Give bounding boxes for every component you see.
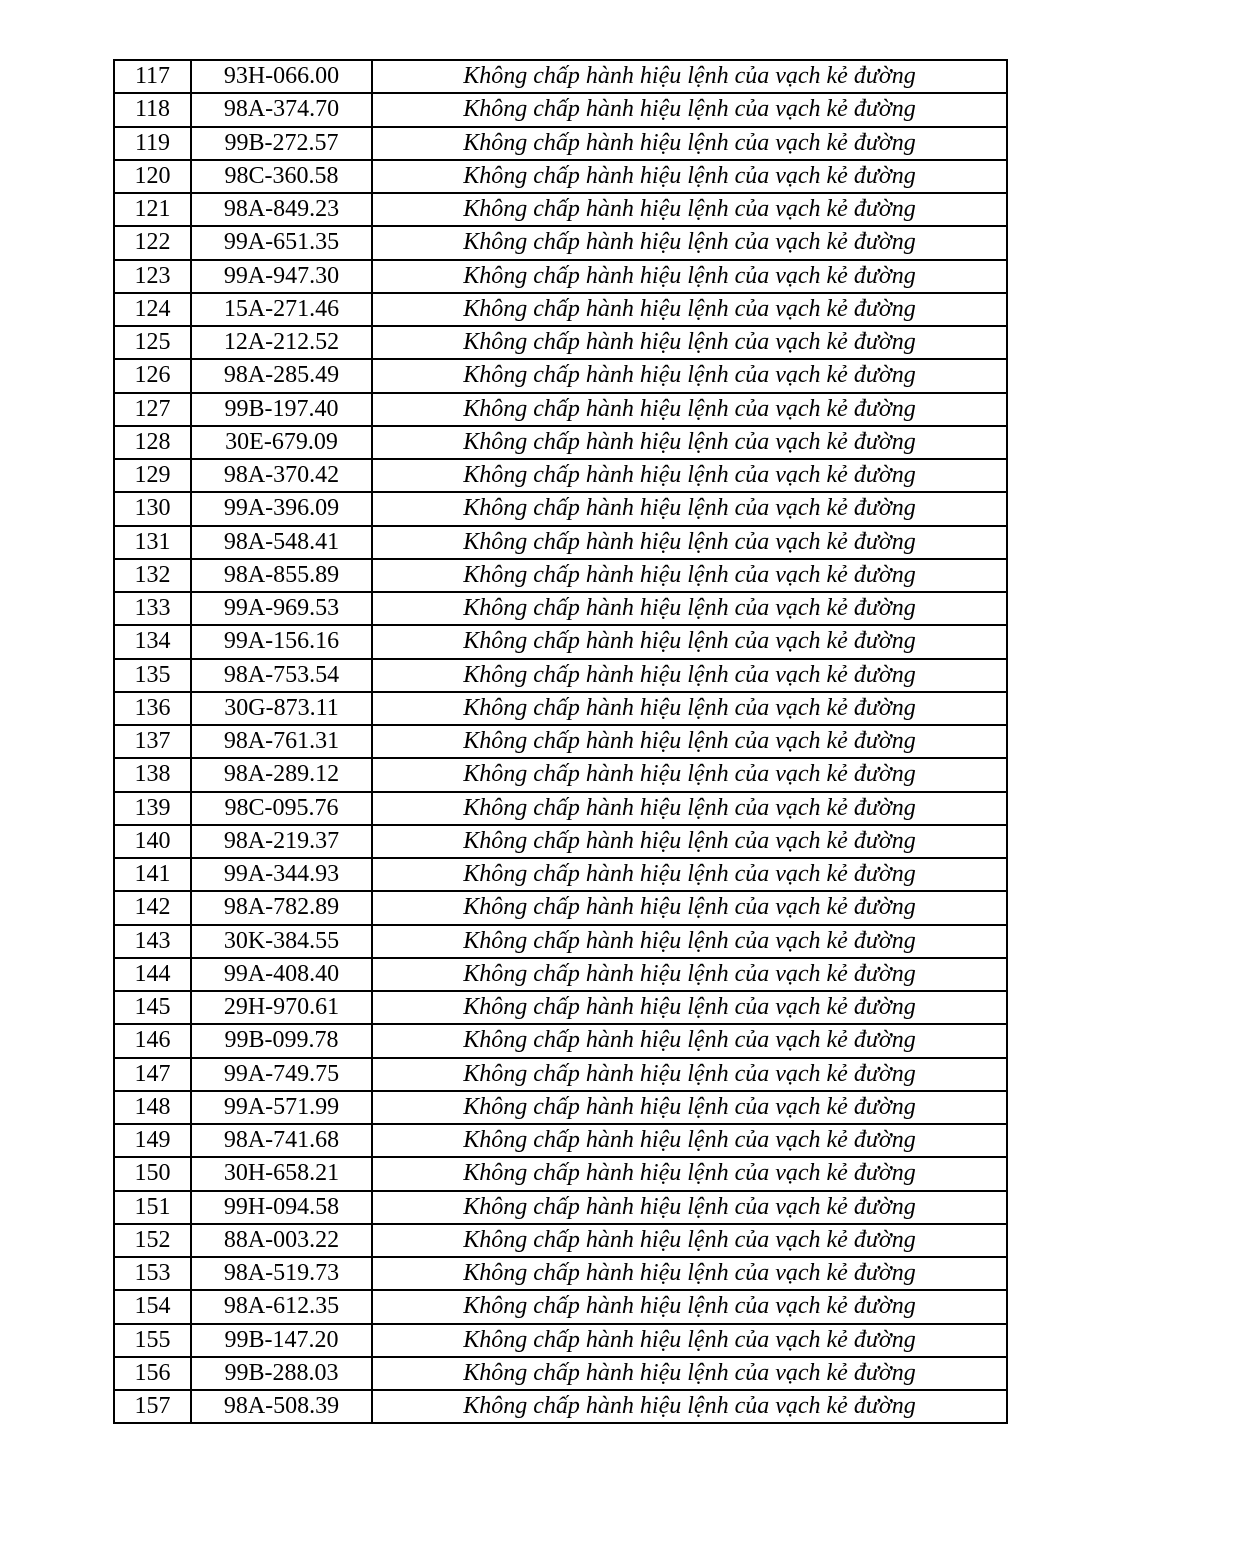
row-number-cell: 118: [114, 93, 191, 126]
table-row: [114, 858, 1007, 891]
violation-cell: Không chấp hành hiệu lệnh của vạch kẻ đường: [372, 1058, 1007, 1091]
license-plate-cell: 98A-519.73: [191, 1257, 372, 1290]
violation-cell: Không chấp hành hiệu lệnh của vạch kẻ đường: [372, 226, 1007, 259]
license-plate-cell: 88A-003.22: [191, 1224, 372, 1257]
row-number-cell: 152: [114, 1224, 191, 1257]
row-number-cell: 140: [114, 825, 191, 858]
table-row: [114, 991, 1007, 1024]
row-number-cell: 121: [114, 193, 191, 226]
table-row: [114, 1257, 1007, 1290]
table-row: [114, 459, 1007, 492]
license-plate-cell: 98C-095.76: [191, 792, 372, 825]
license-plate-cell: 99B-272.57: [191, 127, 372, 160]
row-number-cell: 132: [114, 559, 191, 592]
license-plate-cell: 99A-344.93: [191, 858, 372, 891]
table-row: [114, 1290, 1007, 1323]
violation-cell: Không chấp hành hiệu lệnh của vạch kẻ đường: [372, 1390, 1007, 1423]
table-row: [114, 725, 1007, 758]
license-plate-cell: 98A-855.89: [191, 559, 372, 592]
violation-cell: Không chấp hành hiệu lệnh của vạch kẻ đường: [372, 326, 1007, 359]
row-number-cell: 156: [114, 1357, 191, 1390]
table-row: [114, 1224, 1007, 1257]
row-number-cell: 123: [114, 260, 191, 293]
violation-cell: Không chấp hành hiệu lệnh của vạch kẻ đường: [372, 1157, 1007, 1190]
row-number-cell: 157: [114, 1390, 191, 1423]
violation-cell: Không chấp hành hiệu lệnh của vạch kẻ đường: [372, 958, 1007, 991]
license-plate-cell: 98A-289.12: [191, 758, 372, 791]
violation-cell: Không chấp hành hiệu lệnh của vạch kẻ đường: [372, 725, 1007, 758]
violation-cell: Không chấp hành hiệu lệnh của vạch kẻ đường: [372, 1357, 1007, 1390]
violation-cell: Không chấp hành hiệu lệnh của vạch kẻ đường: [372, 1124, 1007, 1157]
violation-cell: Không chấp hành hiệu lệnh của vạch kẻ đường: [372, 659, 1007, 692]
table-row: [114, 127, 1007, 160]
license-plate-cell: 99A-396.09: [191, 492, 372, 525]
row-number-cell: 143: [114, 925, 191, 958]
license-plate-cell: 99A-571.99: [191, 1091, 372, 1124]
violation-cell: Không chấp hành hiệu lệnh của vạch kẻ đường: [372, 426, 1007, 459]
license-plate-cell: 99A-947.30: [191, 260, 372, 293]
table-row: [114, 1091, 1007, 1124]
row-number-cell: 129: [114, 459, 191, 492]
violation-cell: Không chấp hành hiệu lệnh của vạch kẻ đường: [372, 858, 1007, 891]
table-row: [114, 60, 1007, 93]
table-row: [114, 1357, 1007, 1390]
violation-cell: Không chấp hành hiệu lệnh của vạch kẻ đường: [372, 1024, 1007, 1057]
violation-cell: Không chấp hành hiệu lệnh của vạch kẻ đường: [372, 60, 1007, 93]
license-plate-cell: 30G-873.11: [191, 692, 372, 725]
license-plate-cell: 99B-099.78: [191, 1024, 372, 1057]
row-number-cell: 154: [114, 1290, 191, 1323]
license-plate-cell: 99B-197.40: [191, 393, 372, 426]
license-plate-cell: 98A-285.49: [191, 359, 372, 392]
row-number-cell: 128: [114, 426, 191, 459]
table-row: [114, 592, 1007, 625]
row-number-cell: 148: [114, 1091, 191, 1124]
table-row: [114, 625, 1007, 658]
license-plate-cell: 99A-408.40: [191, 958, 372, 991]
table-row: [114, 958, 1007, 991]
table-row: [114, 1124, 1007, 1157]
license-plate-cell: 98C-360.58: [191, 160, 372, 193]
table-row: [114, 825, 1007, 858]
violation-cell: Không chấp hành hiệu lệnh của vạch kẻ đường: [372, 293, 1007, 326]
table-row: [114, 659, 1007, 692]
row-number-cell: 147: [114, 1058, 191, 1091]
table-row: [114, 1191, 1007, 1224]
license-plate-cell: 29H-970.61: [191, 991, 372, 1024]
row-number-cell: 149: [114, 1124, 191, 1157]
violation-cell: Không chấp hành hiệu lệnh của vạch kẻ đường: [372, 1191, 1007, 1224]
violation-cell: Không chấp hành hiệu lệnh của vạch kẻ đường: [372, 260, 1007, 293]
table-row: [114, 925, 1007, 958]
violation-cell: Không chấp hành hiệu lệnh của vạch kẻ đường: [372, 193, 1007, 226]
row-number-cell: 120: [114, 160, 191, 193]
row-number-cell: 135: [114, 659, 191, 692]
violation-cell: Không chấp hành hiệu lệnh của vạch kẻ đường: [372, 1324, 1007, 1357]
row-number-cell: 133: [114, 592, 191, 625]
license-plate-cell: 98A-374.70: [191, 93, 372, 126]
license-plate-cell: 98A-508.39: [191, 1390, 372, 1423]
table-row: [114, 792, 1007, 825]
table-row: [114, 559, 1007, 592]
violation-cell: Không chấp hành hiệu lệnh của vạch kẻ đường: [372, 526, 1007, 559]
row-number-cell: 146: [114, 1024, 191, 1057]
violation-cell: Không chấp hành hiệu lệnh của vạch kẻ đường: [372, 692, 1007, 725]
table-row: [114, 393, 1007, 426]
violation-cell: Không chấp hành hiệu lệnh của vạch kẻ đường: [372, 925, 1007, 958]
violation-cell: Không chấp hành hiệu lệnh của vạch kẻ đường: [372, 393, 1007, 426]
row-number-cell: 131: [114, 526, 191, 559]
license-plate-cell: 93H-066.00: [191, 60, 372, 93]
violation-cell: Không chấp hành hiệu lệnh của vạch kẻ đường: [372, 160, 1007, 193]
license-plate-cell: 99B-288.03: [191, 1357, 372, 1390]
violation-cell: Không chấp hành hiệu lệnh của vạch kẻ đường: [372, 1290, 1007, 1323]
row-number-cell: 124: [114, 293, 191, 326]
row-number-cell: 137: [114, 725, 191, 758]
violation-cell: Không chấp hành hiệu lệnh của vạch kẻ đường: [372, 825, 1007, 858]
license-plate-cell: 30H-658.21: [191, 1157, 372, 1190]
table-row: [114, 1157, 1007, 1190]
row-number-cell: 145: [114, 991, 191, 1024]
violation-cell: Không chấp hành hiệu lệnh của vạch kẻ đường: [372, 1224, 1007, 1257]
license-plate-cell: 99A-156.16: [191, 625, 372, 658]
table-row: [114, 492, 1007, 525]
license-plate-cell: 98A-782.89: [191, 891, 372, 924]
table-row: [114, 1390, 1007, 1423]
row-number-cell: 136: [114, 692, 191, 725]
license-plate-cell: 99A-749.75: [191, 1058, 372, 1091]
license-plate-cell: 99A-651.35: [191, 226, 372, 259]
table-row: [114, 758, 1007, 791]
license-plate-cell: 99H-094.58: [191, 1191, 372, 1224]
license-plate-cell: 98A-849.23: [191, 193, 372, 226]
row-number-cell: 134: [114, 625, 191, 658]
violation-cell: Không chấp hành hiệu lệnh của vạch kẻ đường: [372, 1257, 1007, 1290]
table-row: [114, 293, 1007, 326]
table-row: [114, 1324, 1007, 1357]
row-number-cell: 151: [114, 1191, 191, 1224]
license-plate-cell: 30K-384.55: [191, 925, 372, 958]
row-number-cell: 130: [114, 492, 191, 525]
violation-cell: Không chấp hành hiệu lệnh của vạch kẻ đường: [372, 792, 1007, 825]
row-number-cell: 117: [114, 60, 191, 93]
table-row: [114, 891, 1007, 924]
violation-cell: Không chấp hành hiệu lệnh của vạch kẻ đường: [372, 359, 1007, 392]
row-number-cell: 150: [114, 1157, 191, 1190]
row-number-cell: 126: [114, 359, 191, 392]
row-number-cell: 122: [114, 226, 191, 259]
violation-cell: Không chấp hành hiệu lệnh của vạch kẻ đường: [372, 991, 1007, 1024]
license-plate-cell: 98A-370.42: [191, 459, 372, 492]
table-row: [114, 193, 1007, 226]
table-row: [114, 93, 1007, 126]
table-row: [114, 226, 1007, 259]
violation-cell: Không chấp hành hiệu lệnh của vạch kẻ đường: [372, 758, 1007, 791]
violations-table-body: [114, 60, 1007, 1423]
violation-cell: Không chấp hành hiệu lệnh của vạch kẻ đường: [372, 559, 1007, 592]
table-row: [114, 1058, 1007, 1091]
table-row: [114, 692, 1007, 725]
table-row: [114, 426, 1007, 459]
violation-cell: Không chấp hành hiệu lệnh của vạch kẻ đường: [372, 492, 1007, 525]
violation-cell: Không chấp hành hiệu lệnh của vạch kẻ đường: [372, 459, 1007, 492]
table-row: [114, 359, 1007, 392]
table-row: [114, 1024, 1007, 1057]
row-number-cell: 138: [114, 758, 191, 791]
violation-cell: Không chấp hành hiệu lệnh của vạch kẻ đường: [372, 93, 1007, 126]
row-number-cell: 125: [114, 326, 191, 359]
license-plate-cell: 98A-741.68: [191, 1124, 372, 1157]
row-number-cell: 153: [114, 1257, 191, 1290]
license-plate-cell: 99A-969.53: [191, 592, 372, 625]
license-plate-cell: 98A-753.54: [191, 659, 372, 692]
license-plate-cell: 98A-219.37: [191, 825, 372, 858]
violation-cell: Không chấp hành hiệu lệnh của vạch kẻ đường: [372, 127, 1007, 160]
row-number-cell: 142: [114, 891, 191, 924]
table-row: [114, 260, 1007, 293]
violation-cell: Không chấp hành hiệu lệnh của vạch kẻ đường: [372, 891, 1007, 924]
row-number-cell: 139: [114, 792, 191, 825]
violation-cell: Không chấp hành hiệu lệnh của vạch kẻ đường: [372, 592, 1007, 625]
license-plate-cell: 99B-147.20: [191, 1324, 372, 1357]
table-row: [114, 526, 1007, 559]
license-plate-cell: 15A-271.46: [191, 293, 372, 326]
license-plate-cell: 98A-548.41: [191, 526, 372, 559]
violations-table: [113, 59, 1008, 1424]
table-row: [114, 160, 1007, 193]
license-plate-cell: 98A-612.35: [191, 1290, 372, 1323]
license-plate-cell: 98A-761.31: [191, 725, 372, 758]
license-plate-cell: 12A-212.52: [191, 326, 372, 359]
table-row: [114, 326, 1007, 359]
row-number-cell: 155: [114, 1324, 191, 1357]
row-number-cell: 144: [114, 958, 191, 991]
row-number-cell: 141: [114, 858, 191, 891]
license-plate-cell: 30E-679.09: [191, 426, 372, 459]
violation-cell: Không chấp hành hiệu lệnh của vạch kẻ đường: [372, 625, 1007, 658]
row-number-cell: 127: [114, 393, 191, 426]
violation-cell: Không chấp hành hiệu lệnh của vạch kẻ đường: [372, 1091, 1007, 1124]
row-number-cell: 119: [114, 127, 191, 160]
